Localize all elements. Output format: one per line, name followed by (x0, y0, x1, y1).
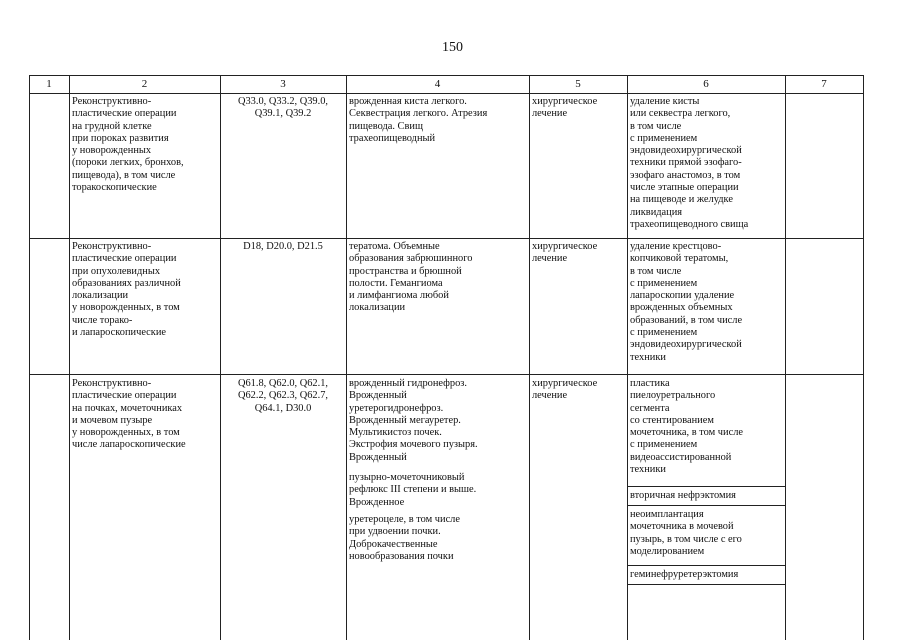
row-3-method-1: пластика пиелоуретрального сегмента со стентированием мочеточника, в том числе с применением видеоассистированной техники (630, 378, 743, 476)
row-2-diagnosis: тератома. Объемные образования забрюшинного пространства и брюшной полости. Гемангиома и лимфангиома любой локализации (349, 241, 473, 314)
row-3-procedure-name: Реконструктивно- пластические операции на почках, мочеточниках и мочевом пузыре у новорожденных, в том числе лапароскопические (72, 378, 186, 451)
column-header-4: 4 (434, 78, 441, 90)
column-header-1: 1 (46, 78, 52, 90)
column-divider (346, 75, 347, 640)
method-separator (627, 584, 785, 585)
column-divider (220, 75, 221, 640)
header-bottom-border (29, 93, 863, 94)
column-header-6: 6 (703, 78, 709, 90)
column-divider (529, 75, 530, 640)
column-header-3: 3 (280, 78, 286, 90)
table-top-border (29, 75, 863, 76)
row-2-icd-codes: D18, D20.0, D21.5 (243, 241, 323, 252)
row-3-treatment-type: хирургическое лечение (532, 378, 598, 402)
column-header-7: 7 (821, 78, 827, 90)
method-separator (627, 505, 785, 506)
row-1-diagnosis: врожденная киста легкого. Секвестрация легкого. Атрезия пищевода. Свищ трахеопищеводный (349, 96, 488, 144)
column-header-2: 2 (141, 78, 148, 90)
row-3-diagnosis-part-1: врожденный гидронефроз. Врожденный уретерогидронефроз. Врожденный мегауретер. Мультикистоз почек. Экстрофия мочевого пузыря. Врожденный (349, 378, 478, 463)
table-left-border (29, 75, 30, 640)
row-separator (29, 374, 863, 375)
method-separator (627, 486, 785, 487)
method-separator (627, 565, 785, 566)
row-2-treatment-type: хирургическое лечение (532, 241, 598, 265)
column-divider (785, 75, 786, 640)
row-1-treatment-type: хирургическое лечение (532, 96, 598, 120)
row-1-method: удаление кисты или секвестра легкого, в том числе с применением эндовидеохирургической техники прямой эзофаго- эзофаго анастомоз, в том числе этапные операции на пищеводе и желудке ликвидация трахеопищеводного свища (630, 96, 749, 230)
row-3-method-2: вторичная нефрэктомия (630, 490, 736, 501)
column-divider (627, 75, 628, 640)
row-1-procedure-name: Реконструктивно- пластические операции на грудной клетке при пороках развития у новорожденных (пороки легких, бронхов, пищевода), в том числе торакоскопические (72, 96, 184, 194)
row-1-icd-codes: Q33.0, Q33.2, Q39.0, Q39.1, Q39.2 (237, 96, 329, 120)
column-divider (69, 75, 70, 640)
column-header-5: 5 (575, 78, 581, 90)
row-3-icd-codes: Q61.8, Q62.0, Q62.1, Q62.2, Q62.3, Q62.7, Q64.1, D30.0 (237, 378, 329, 414)
row-2-method: удаление крестцово- копчиковой тератомы, в том числе с применением лапароскопии удаление врожденных объемных образований, в том числе с применением эндовидеохирургической техники (630, 241, 743, 363)
row-3-method-3: неоимплантация мочеточника в мочевой пузырь, в том числе с его моделированием (630, 509, 742, 557)
row-3-diagnosis-part-3: уретероцеле, в том числе при удвоении почки. Доброкачественные новообразования почки (349, 514, 460, 562)
table-right-border (863, 75, 864, 640)
row-3-method-4: геминефруретерэктомия (630, 569, 739, 580)
row-3-diagnosis-part-2: пузырно-мочеточниковый рефлюкс III степени и выше. Врожденное (349, 472, 477, 508)
row-2-procedure-name: Реконструктивно- пластические операции при опухолевидных образованиях различной локализации у новорожденных, в том числе торако- и лапароскопические (72, 241, 181, 339)
row-separator (29, 238, 863, 239)
page-number: 150 (442, 40, 463, 55)
